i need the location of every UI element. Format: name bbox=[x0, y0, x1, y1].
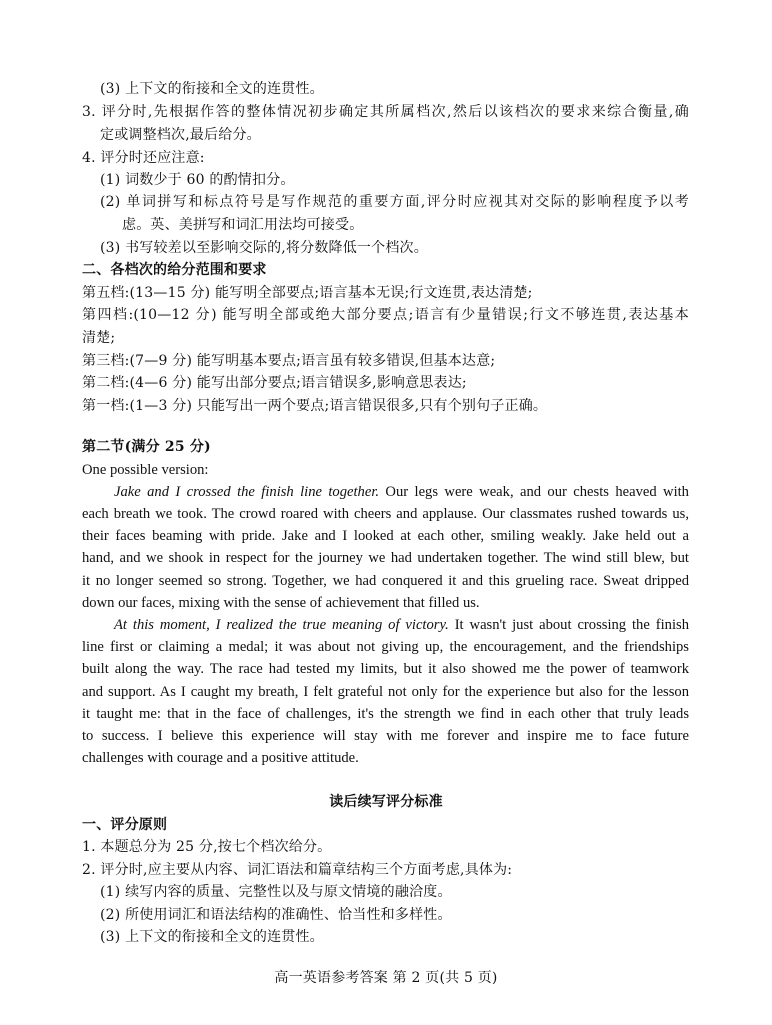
principle-1: 1. 本题总分为 25 分,按七个档次给分。 bbox=[82, 839, 332, 855]
essay-p1-line2: each breath we took. The crowd roared with cheers and applause. Our classmates rushed towards us, bbox=[82, 506, 689, 522]
essay-p2-line1-rest: It wasn't just about crossing the finish bbox=[448, 617, 689, 633]
rule-item-3-line2: 定或调整档次,最后给分。 bbox=[100, 127, 261, 143]
page-footer: 高一英语参考答案 第 2 页(共 5 页) bbox=[274, 970, 498, 986]
version-label: One possible version: bbox=[82, 462, 209, 478]
essay-p1-line6: down our faces, mixing with the sense of achievement that filled us. bbox=[82, 595, 480, 611]
principle-2-sub-3: (3) 上下文的衔接和全文的连贯性。 bbox=[100, 929, 324, 945]
grading-levels-heading: 二、各档次的给分范围和要求 bbox=[82, 262, 267, 278]
rule-item-3-line1: 3. 评分时,先根据作答的整体情况初步确定其所属档次,然后以该档次的要求来综合衡量,确 bbox=[82, 104, 689, 120]
section-2-heading: 第二节(满分 25 分) bbox=[82, 439, 211, 455]
principles-heading: 一、评分原则 bbox=[82, 817, 168, 833]
essay-p1-line3: their faces beaming with pride. Jake and I looked at each other, smiling weakly. Jake held out a bbox=[82, 528, 689, 544]
level-2: 第二档:(4—6 分) 能写出部分要点;语言错误多,影响意思表达; bbox=[82, 375, 467, 391]
standards-title: 读后续写评分标准 bbox=[329, 794, 443, 810]
essay-p2-line2: line first or claiming a medal; it was about not giving up, the encouragement, and the friendships bbox=[82, 639, 689, 655]
level-3: 第三档:(7—9 分) 能写明基本要点;语言虽有较多错误,但基本达意; bbox=[82, 353, 496, 369]
note-item-3: (3) 书写较差以至影响交际的,将分数降低一个档次。 bbox=[100, 240, 428, 256]
essay-p1-line1-rest: Our legs were weak, and our chests heaved with bbox=[379, 484, 689, 500]
essay-p2-line1 bbox=[114, 614, 689, 636]
rule-item-4: 4. 评分时还应注意: bbox=[82, 150, 205, 166]
note-item-2-line1: (2) 单词拼写和标点符号是写作规范的重要方面,评分时应视其对交际的影响程度予以考 bbox=[100, 194, 689, 210]
essay-p2-line7: challenges with courage and a positive attitude. bbox=[82, 750, 359, 766]
essay-p2-line5: it taught me: that in the face of challenges, it's the strength we find in each other that truly leads bbox=[82, 706, 689, 722]
essay-p2-line6: to success. I believe this experience will stay with me forever and inspire me to face future bbox=[82, 728, 689, 744]
level-4-line1: 第四档:(10—12 分) 能写明全部或绝大部分要点;语言有少量错误;行文不够连贯,表达基本 bbox=[82, 307, 689, 323]
note-item-2-line2: 虑。英、美拼写和词汇用法均可接受。 bbox=[122, 217, 364, 233]
principle-2: 2. 评分时,应主要从内容、词汇语法和篇章结构三个方面考虑,具体为: bbox=[82, 862, 513, 878]
essay-p2-line3: built along the way. The race had tested my limits, but it also showed me the power of teamwork bbox=[82, 661, 689, 677]
essay-p1-line5: it no longer seemed so strong. Together, we had conquered it and this grueling race. Sweat dripped bbox=[82, 573, 689, 589]
essay-p1-lead: Jake and I crossed the finish line together. bbox=[114, 484, 380, 500]
essay-p1-line4: hand, and we shook in respect for the journey we had undertaken together. The wind still blew, but bbox=[82, 550, 689, 566]
essay-p1-line1 bbox=[114, 481, 689, 503]
note-item-1: (1) 词数少于 60 的酌情扣分。 bbox=[100, 172, 295, 188]
principle-item-3: (3) 上下文的衔接和全文的连贯性。 bbox=[100, 81, 324, 97]
principle-2-sub-2: (2) 所使用词汇和语法结构的准确性、恰当性和多样性。 bbox=[100, 907, 452, 923]
level-1: 第一档:(1—3 分) 只能写出一两个要点;语言错误很多,只有个别句子正确。 bbox=[82, 398, 548, 414]
level-4-line2: 清楚; bbox=[82, 330, 116, 346]
essay-p2-line4: and support. As I caught my breath, I felt grateful not only for the experience but also for the lesson bbox=[82, 684, 689, 700]
level-5: 第五档:(13—15 分) 能写明全部要点;语言基本无误;行文连贯,表达清楚; bbox=[82, 285, 533, 301]
principle-2-sub-1: (1) 续写内容的质量、完整性以及与原文情境的融洽度。 bbox=[100, 884, 452, 900]
essay-p2-lead: At this moment, I realized the true meaning of victory. bbox=[114, 617, 449, 633]
